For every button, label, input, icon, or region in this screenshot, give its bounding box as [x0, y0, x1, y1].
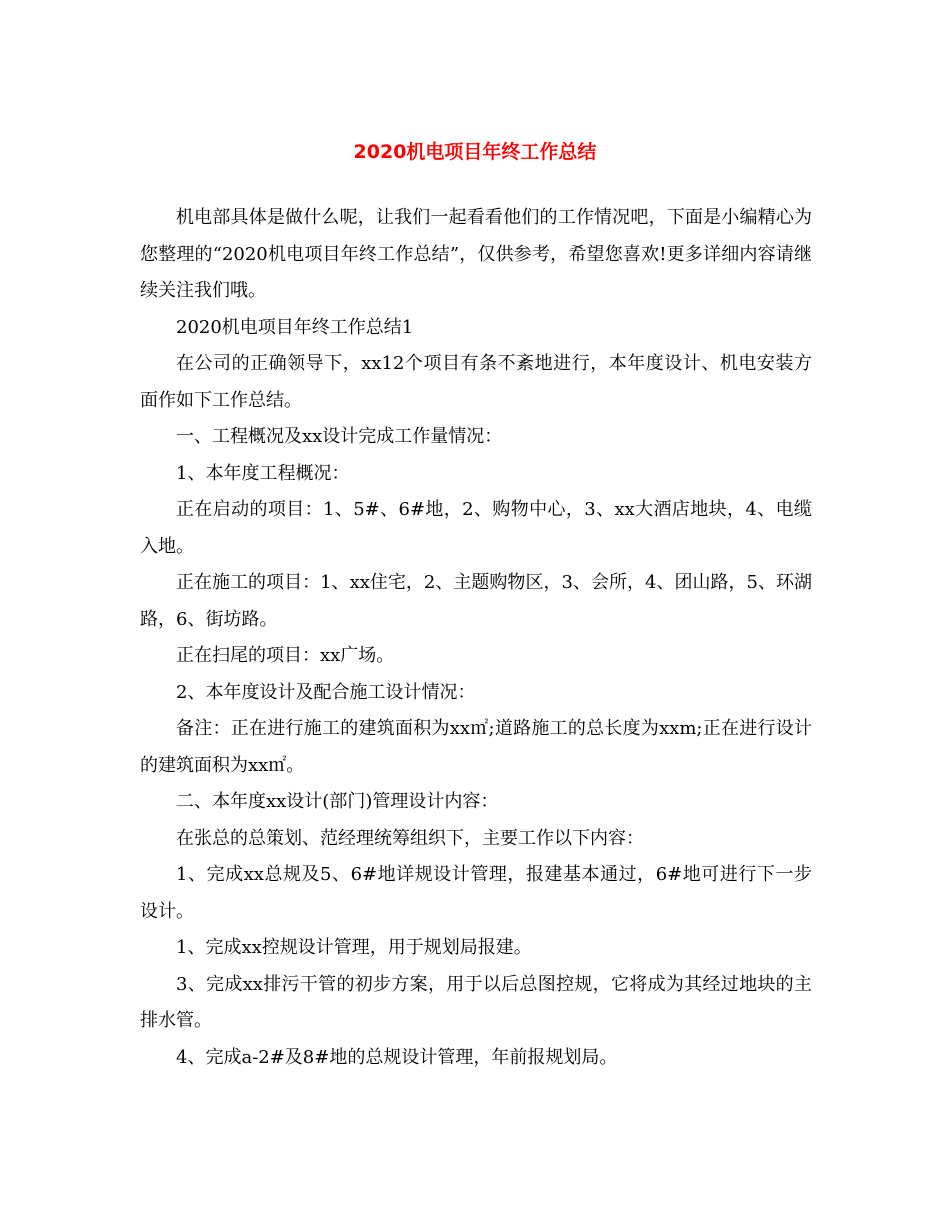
paragraph: 1、本年度工程概况： — [176, 462, 350, 484]
paragraph: 1、完成xx控规设计管理，用于规划局报建。 — [176, 937, 532, 958]
paragraph: 在张总的总策划、范经理统筹组织下，主要工作以下内容： — [176, 827, 644, 849]
paragraph: 正在施工的项目：1、xx住宅，2、主题购物区，3、会所，4、团山路，5、环湖路，6、街坊路。 — [140, 572, 812, 630]
paragraph: 正在扫尾的项目：xx广场。 — [176, 645, 395, 666]
paragraph: 1、完成xx总规及5、6#地详规设计管理，报建基本通过，6#地可进行下一步设计。 — [140, 864, 812, 922]
paragraph: 4、完成a-2#及8#地的总规设计管理，年前报规划局。 — [176, 1046, 618, 1068]
paragraph: 机电部具体是做什么呢，让我们一起看看他们的工作情况吧，下面是小编精心为您整理的“2020机电项目年终工作总结”，仅供参考，希望您喜欢!更多详细内容请继续关注我们哦。 — [140, 207, 812, 301]
paragraph: 正在启动的项目：1、5#、6#地，2、购物中心，3、xx大酒店地块，4、电缆入地。 — [140, 499, 812, 557]
paragraph: 二、本年度xx设计(部门)管理设计内容： — [176, 791, 499, 812]
paragraph: 在公司的正确领导下，xx12个项目有条不紊地进行，本年度设计、机电安装方面作如下工作总结。 — [140, 353, 812, 411]
paragraph: 2、本年度设计及配合施工设计情况： — [176, 681, 476, 703]
document-body — [140, 200, 812, 1076]
paragraph: 备注：正在进行施工的建筑面积为xx㎡;道路施工的总长度为xxm;正在进行设计的建筑面积为xx㎡。 — [140, 718, 812, 776]
paragraph: 一、工程概况及xx设计完成工作量情况： — [176, 426, 503, 447]
document-title: 2020机电项目年终工作总结 — [353, 141, 597, 163]
paragraph: 2020机电项目年终工作总结1 — [176, 316, 414, 338]
paragraph: 3、完成xx排污干管的初步方案，用于以后总图控规，它将成为其经过地块的主排水管。 — [140, 973, 812, 1031]
